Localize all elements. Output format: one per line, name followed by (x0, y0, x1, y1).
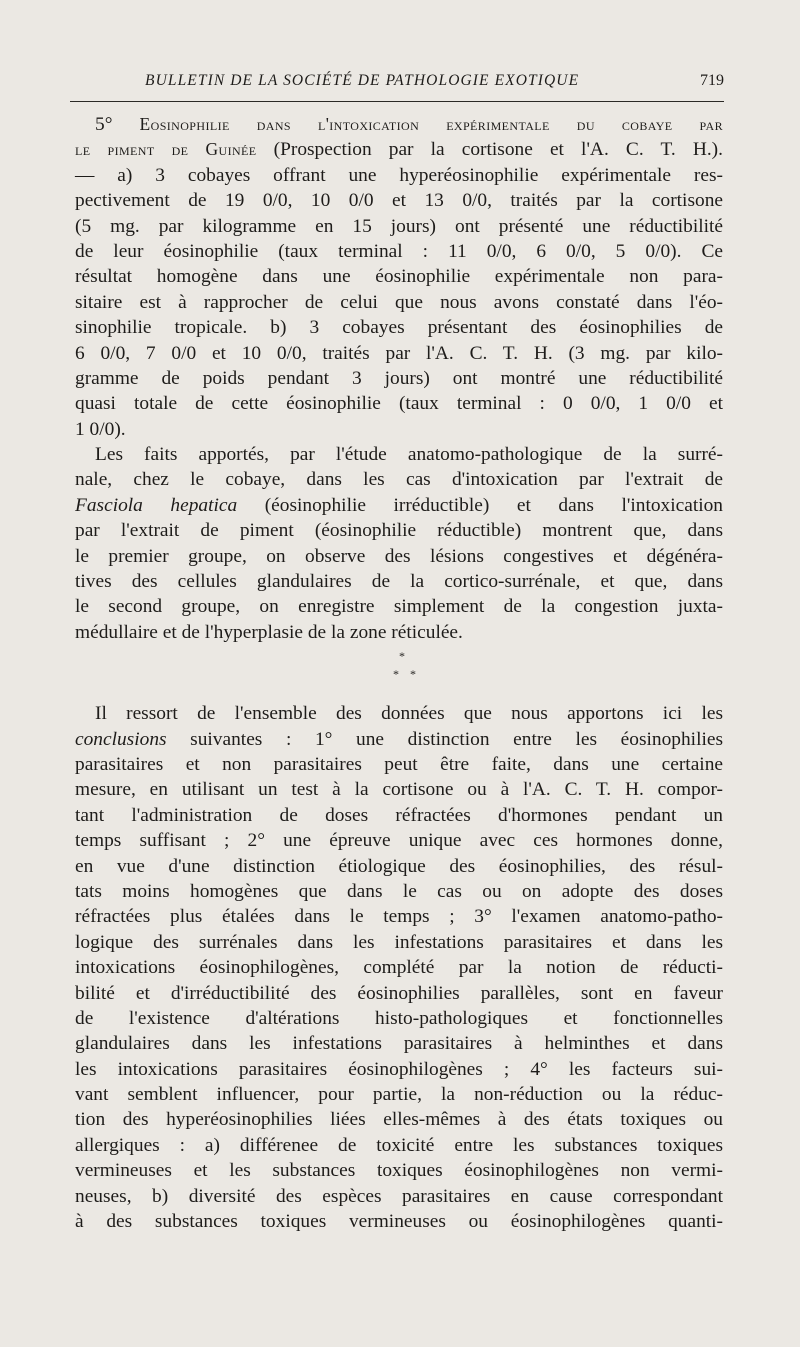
paragraph-2-line-7: le second groupe, on enregistre simplement de la congestion juxta- (75, 596, 723, 618)
conclusion-line-6: tats moins homogènes que dans le cas ou on adopte des doses (75, 880, 723, 902)
conclusion-line-7: réfractées plus étalées dans le temps ; 3° l'examen anatomo-patho- (75, 906, 723, 928)
paragraph-2-line-6: tives des cellules glandulaires de la cortico-surrénale, et que, dans (75, 571, 723, 593)
conclusion-line-8: logique des surrénales dans les infestations parasitaires et dans les (75, 931, 723, 953)
conclusion-line-2: conclusions suivantes : 1° une distinction entre les éosinophilies (75, 728, 723, 750)
section-5-heading-line-2: le piment de Guinée (Prospection par la cortisone et l'A. C. T. H.). (75, 139, 723, 161)
paragraph-2-line-8: médullaire et de l'hyperplasie de la zone réticulée. (75, 621, 463, 643)
conclusion-line-3: tant l'administration de doses réfractées d'hormones pendant un (75, 804, 723, 826)
article-body (75, 112, 723, 1234)
conclusion-line-16: allergiques : a) différenee de toxicité entre les substances toxiques (75, 1134, 723, 1156)
conclusion-line-11: de l'existence d'altérations histo-pathologiques et fonctionnelles (75, 1007, 723, 1029)
paragraph-2-line-5: le premier groupe, on observe des lésions congestives et dégénéra- (75, 545, 723, 567)
conclusion-line-1: Il ressort de l'ensemble des données que nous apportons ici les (95, 703, 723, 725)
paragraph-2-line-1: Les faits apportés, par l'étude anatomo-pathologique de la surré- (95, 444, 723, 466)
section-5-heading-line-1: 5° Eosinophilie dans l'intoxication expérimentale du cobaye par (95, 114, 723, 135)
section-5-line-11: 1 0/0). (75, 418, 126, 440)
separator-star-top: * (399, 649, 405, 664)
conclusion-line-1: parasitaires et non parasitaires peut être faite, dans une certaine (75, 753, 723, 775)
section-5-body (75, 163, 723, 442)
section-5-line-9: gramme de poids pendant 3 jours) ont montré une réductibilité (75, 367, 723, 389)
section-5-line-6: sitaire est à rapprocher de celui que nous avons constaté dans l'éo- (75, 291, 723, 313)
conclusion-line-5: en vue d'une distinction étiologique des éosinophilies, des résul- (75, 855, 723, 877)
section-5-line-1: — a) 3 cobayes offrant une hyperéosinophilie expérimentale res- (75, 164, 723, 186)
page-number: 719 (700, 72, 724, 89)
section-5-line-10: quasi totale de cette éosinophilie (taux terminal : 0 0/0, 1 0/0 et (75, 393, 723, 415)
conclusion-body (75, 752, 723, 1234)
conclusion-line-14: vant semblent influencer, pour partie, la non-réduction ou la réduc- (75, 1084, 723, 1106)
conclusion-line-2: mesure, en utilisant un test à la cortisone ou à l'A. C. T. H. compor- (75, 779, 723, 801)
conclusion-line-12: glandulaires dans les infestations parasitaires à helminthes et dans (75, 1033, 723, 1055)
header-rule (70, 101, 724, 102)
section-5-line-3: (5 mg. par kilogramme en 15 jours) ont présenté une réductibilité (75, 215, 723, 237)
section-5-line-2: pectivement de 19 0/0, 10 0/0 et 13 0/0, traités par la cortisone (75, 190, 723, 212)
conclusion-line-13: les intoxications parasitaires éosinophilogènes ; 4° les facteurs sui- (75, 1058, 723, 1080)
conclusion-line-10: bilité et d'irréductibilité des éosinophilies parallèles, sont en faveur (75, 982, 723, 1004)
paragraph-2-line-2: nale, chez le cobaye, dans les cas d'intoxication par l'extrait de (75, 469, 723, 491)
conclusion-line-4: temps suffisant ; 2° une épreuve unique avec ces hormones donne, (75, 830, 723, 852)
section-5-line-4: de leur éosinophilie (taux terminal : 11 0/0, 6 0/0, 5 0/0). Ce (75, 240, 723, 262)
section-5-line-5: résultat homogène dans une éosinophilie expérimentale non para- (75, 266, 723, 288)
conclusion-line-15: tion des hyperéosinophilies liées elles-mêmes à des états toxiques ou (75, 1109, 723, 1131)
section-5-line-7: sinophilie tropicale. b) 3 cobayes présentant des éosinophilies de (75, 317, 723, 339)
running-title: BULLETIN DE LA SOCIÉTÉ DE PATHOLOGIE EXOTIQUE (145, 72, 580, 89)
section-separator (75, 645, 723, 701)
section-5-line-8: 6 0/0, 7 0/0 et 10 0/0, traités par l'A. C. T. H. (3 mg. par kilo- (75, 342, 723, 364)
paragraph-2-line-4: par l'extrait de piment (éosinophilie réductible) montrent que, dans (75, 520, 723, 542)
paragraph-2-line-3: Fasciola hepatica (éosinophilie irréductible) et dans l'intoxication (75, 494, 723, 516)
running-head (70, 72, 724, 96)
conclusion-line-17: vermineuses et les substances toxiques éosinophilogènes non vermi- (75, 1160, 723, 1182)
conclusion-line-9: intoxications éosinophilogènes, complété par la notion de réducti- (75, 957, 723, 979)
separator-star-bottom: * * (393, 667, 420, 682)
conclusion-line-18: neuses, b) diversité des espèces parasitaires en cause correspondant (75, 1185, 723, 1207)
conclusion-line-19: à des substances toxiques vermineuses ou éosinophilogènes quanti- (75, 1211, 723, 1233)
